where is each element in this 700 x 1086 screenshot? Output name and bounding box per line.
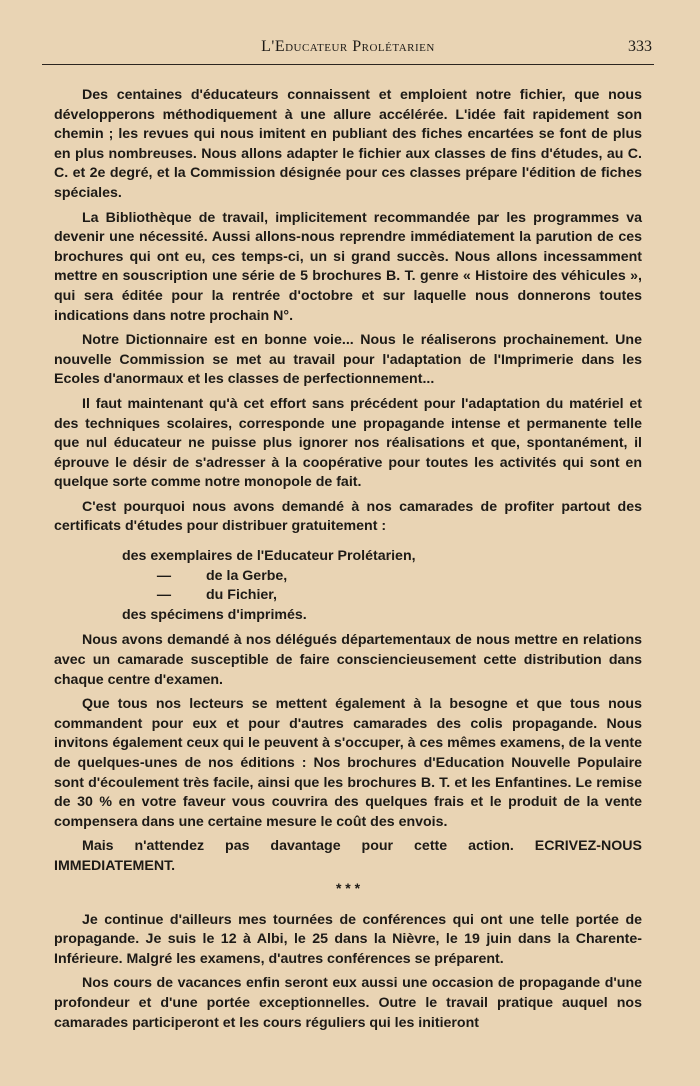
paragraph-bibliotheque: La Bibliothèque de travail, implicitement recommandée par les programmes va devenir une nécessité. Aussi allons-nous reprendre immédiatement la parution de ces brochures qui ont eu, ces temps-ci, un si grand succès. Nous allons incessamment mettre en souscription une série de 5 brochures B. T. genre « Histoire des véhicules », qui sera éditée pour la rentrée d'octobre et sur laquelle nous donnerons toutes indications dans notre prochain N°. xyxy=(54,209,642,324)
paragraph-lecteurs: Que tous nos lecteurs se mettent également à la besogne et que tous nous commandent pour eux et pour d'autres camarades des colis propagande. Nous invitons également ceux qui le peuvent à s'occuper, à ces mêmes examens, de la vente de quelques-unes de nos éditions : Nos brochures d'Education Nouvelle Populaire sont d'écoulement très facile, ainsi que les brochures B. T. et les Enfantines. Le remise de 30 % en votre faveur vous couvrira des quelques frais et le produit de la vente compensera dans une certaine mesure le coût des envois. xyxy=(54,696,642,830)
paragraph-delegues: Nous avons demandé à nos délégués départementaux de nous mettre en relations avec un camarade susceptible de faire consciencieusement cette distribution dans chaque centre d'examen. xyxy=(54,632,642,688)
paragraph-cours-vacances: Nos cours de vacances enfin seront eux aussi une occasion de propagande d'une profondeur et d'une portée exceptionnelles. Outre le travail pratique auquel nos camarades participeront et les cours réguliers qui les initieront xyxy=(54,975,642,1031)
page-number: 333 xyxy=(628,38,652,55)
paragraph-propagande: Il faut maintenant qu'à cet effort sans précédent pour l'adaptation du matériel et des techniques scolaires, corresponde une propagande intense et permanente telle que nul éducateur ne puisse plus ignorer nos réalisations et que, spontanément, il éprouve le désir de s'adresser à la coopérative pour toutes les activités qui sont en quelque sorte comme notre monopole de fait. xyxy=(54,395,642,491)
list-item: — de la Gerbe, xyxy=(156,567,288,584)
journal-title: L'Educateur Prolétarien xyxy=(261,38,435,55)
section-separator: * * * xyxy=(335,879,361,896)
list-item: des spécimens d'imprimés. xyxy=(122,606,307,623)
paragraph-fichier: Des centaines d'éducateurs connaissent et emploient notre fichier, que nous développerons méthodiquement à une allure accélérée. L'idée fait rapidement son chemin ; les revues qui nous imitent en publiant des fiches encartées se font de plus en plus nombreuses. Nous allons adapter le fichier aux classes de fins d'études, au C. C. et 2e degré, et la Commission désignée pour ces classes prépare l'édition de fiches spéciales. xyxy=(54,87,642,201)
list-item: — du Fichier, xyxy=(156,587,277,604)
paragraph-conferences: Je continue d'ailleurs mes tournées de conférences qui ont une telle portée de propagande. Je suis le 12 à Albi, le 25 dans la Nièvre, le 19 juin dans la Charente-Inférieure. Malgré les examens, d'autres conférences se préparent. xyxy=(54,911,642,967)
distribution-list xyxy=(122,547,642,625)
running-header xyxy=(42,36,654,65)
paragraph-dictionnaire: Notre Dictionnaire est en bonne voie... Nous le réaliserons prochainement. Une nouvelle Commission se met au travail pour l'adaptation de l'Imprimerie dans les Ecoles d'anormaux et les classes de perfectionnement... xyxy=(54,332,642,388)
article-body xyxy=(54,86,642,1038)
paragraph-action: Mais n'attendez pas davantage pour cette action. ECRIVEZ-NOUS IMMEDIATEMENT. xyxy=(54,838,642,874)
paragraph-certificats: C'est pourquoi nous avons demandé à nos camarades de profiter partout des certificats d'études pour distribuer gratuitement : xyxy=(54,498,642,535)
list-item: des exemplaires de l'Educateur Prolétarien, xyxy=(122,548,416,565)
